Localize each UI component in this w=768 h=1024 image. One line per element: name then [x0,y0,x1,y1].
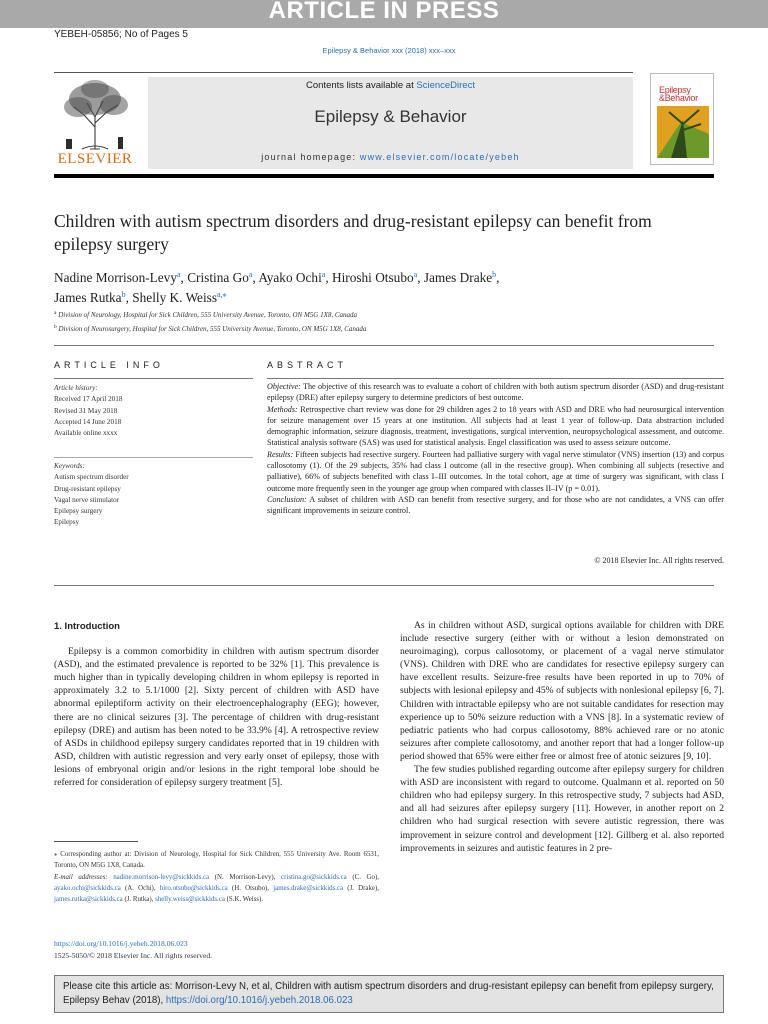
article-title: Children with autism spectrum disorders and drug-resistant epilepsy can benefit from epilepsy surgery [54,211,652,254]
banner-text: ARTICLE IN PRESS [268,0,500,24]
affiliation-mark: b [54,324,57,330]
affiliation-text: Division of Neurosurgery, Hospital for Sick Children, 555 University Avenue, Toronto, ON M5G 1X8, Canada [58,325,367,333]
email-addresses [54,872,379,906]
affiliation-item [54,307,674,321]
email-owner: (A. Ochi), [120,884,160,892]
doi-block [54,938,379,961]
cover-title-line-1: Epilepsy [659,85,691,95]
abstract-copyright: © 2018 Elsevier Inc. All rights reserved. [594,556,724,565]
citation-text: Please cite this article as: Morrison-Levy N, et al, Children with autism spectrum disorders and drug-resistant epilepsy can benefit from epilepsy surgery, Epilepsy Behav (2018), [63,981,714,1006]
footnote-rule [54,841,138,842]
keywords-label: Keywords: [54,462,85,470]
author-separator: , [496,270,500,285]
keywords-rule [54,457,253,458]
abstract-end-rule [54,585,714,586]
author-name[interactable]: Ayako Ochi [258,270,322,285]
citation-doi-link[interactable]: https://doi.org/10.1016/j.yebeh.2018.06.023 [165,995,353,1006]
abstract-body [267,381,724,517]
elsevier-wordmark: ELSEVIER [57,151,133,167]
author-affiliation-mark[interactable]: b [121,290,126,299]
article-info-heading: ARTICLE INFO [54,360,164,370]
body-right-column [400,619,724,855]
affiliation-text: Division of Neurology, Hospital for Sick Children, 555 University Avenue, Toronto, ON M5G 1X8, Canada [58,311,358,319]
email-owner: (N. Morrison-Levy), [209,873,276,881]
email-owner: (H. Otsubo), [227,884,274,892]
sciencedirect-link[interactable]: ScienceDirect [416,80,475,91]
article-in-press-banner [0,0,768,28]
conclusion-label: Conclusion: [267,494,307,504]
abstract-heading: ABSTRACT [267,360,348,370]
manuscript-id: YEBEH-05856; No of Pages 5 [54,29,188,40]
abstract-objective [267,381,724,404]
keyword: Autism spectrum disorder [54,473,129,482]
body-left-column [54,620,379,789]
journal-homepage [148,152,633,162]
email-owner: (J. Drake), [343,884,380,892]
author-name[interactable]: Cristina Go [187,270,249,285]
author-list [54,266,674,306]
affiliation-item [54,321,674,335]
author-separator: , [125,290,133,305]
article-history-label: Article history: [54,384,98,392]
abstract-results [267,449,724,494]
footnote [54,849,379,905]
doi-link[interactable]: https://doi.org/10.1016/j.yebeh.2018.06.023 [54,939,188,948]
body-paragraph: Epilepsy is a common comorbidity in children with autism spectrum disorder (ASD), and the estimated prevalence is reported to be 32% [1]. This prevalence is much higher than in typically developing children in whom epilepsy is reported in approximately 3.2 to 5.1/1000 [2]. Sixty percent of children with ASD have abnormal epileptiform activity on their electroencephalography (EEG); however, there are no clinical seizures [3]. The percentage of children with drug-resistant epilepsy (DRE) and autism has been noted to be 33.9% [4]. A retrospective review of ASDs in childhood epilepsy surgery candidates reported that in 19 children with ASD, children with autistic regression and very early onset of epilepsy, those with lesions of embryonal origin and/or lesions in the right temporal lobe should be referred for consideration of epilepsy surgery treatment [5]. [54,646,379,789]
article-info-rule [54,378,253,379]
abstract-conclusion [267,494,724,517]
header-rule [54,72,633,73]
email-label: E-mail addresses: [54,873,108,881]
corresponding-author-note: ⁎ Corresponding author at: Division of Neurology, Hospital for Sick Children, 555 University Ave. Room 6531, Toronto, ON M5G 1X8, Canada. [54,851,379,870]
objective-text: The objective of this research was to evaluate a cohort of children with both autism spectrum disorder (ASD) and drug-resistant epilepsy (DRE) after epilepsy surgery to determine predictors of best outcome. [267,382,724,403]
citation-box [54,975,724,1013]
journal-reference[interactable]: Epilepsy & Behavior xxx (2018) xxx–xxx [322,46,456,55]
author-affiliation-mark[interactable]: a [248,270,253,279]
author-name[interactable]: James Drake [423,270,493,285]
author-name[interactable]: Hiroshi Otsubo [331,270,414,285]
journal-header [148,77,633,169]
body-paragraph: As in children without ASD, surgical options available for children with DRE include resective surgery (either with or without a lesion demonstrated on neuroimaging), corpus callosotomy, or placement of a vagal nerve stimulator (VNS). Children with DRE who are candidates for resective epilepsy surgery can have excellent results. Seizure-free results have been reported in up to 70% of subjects with lesional epilepsy and 45% of subjects with nonlesional epilepsy [6, 7]. Children with intractable epilepsy who are not suitable candidates for resection may experience up to 50% seizure reduction with a VNS [8]. In a systematic review of pediatric patients who had corpus callosotomy, 88% achieved rare or no atonic seizures after complete callosotomy, and another report that had a longer follow-up period showed that 65% were either free or almost free of atonic seizures [9, 10]. [400,620,724,762]
email-link[interactable]: james.rutka@sickkids.ca [54,896,123,904]
keyword: Epilepsy [54,518,80,527]
affiliations [54,307,674,335]
cover-artwork-icon [651,74,714,165]
history-item: Received 17 April 2018 [54,395,123,404]
contents-line [148,80,633,91]
author-separator: , [417,270,424,285]
keyword: Drug-resistant epilepsy [54,484,121,493]
cover-title-line-2: &Behavior [659,93,698,103]
author-separator: , [325,270,332,285]
author-affiliation-mark[interactable]: a [176,270,181,279]
author-name[interactable]: Shelly K. Weiss [132,290,217,305]
history-item: Available online xxxx [54,429,118,438]
homepage-prefix: journal homepage: [261,152,360,162]
journal-name: Epilepsy & Behavior [314,107,467,126]
history-item: Accepted 14 June 2018 [54,417,122,426]
author-affiliation-mark[interactable]: a [413,270,418,279]
email-link[interactable]: james.drake@sickkids.ca [273,884,344,892]
author-name[interactable]: James Rutka [54,290,122,305]
objective-label: Objective: [267,382,301,391]
email-link[interactable]: nadine.morrison-levy@sickkids.ca [113,873,210,881]
section-rule [54,345,714,346]
keywords [54,461,253,529]
methods-label: Methods: [267,404,298,414]
author-affiliation-mark[interactable]: b [492,270,497,279]
author-affiliation-mark[interactable]: a [321,270,326,279]
email-link[interactable]: ayako.ochi@sickkids.ca [54,884,121,892]
elsevier-logo[interactable] [54,77,136,169]
email-owner: (S.K. Weiss). [224,896,264,904]
header-thick-rule [54,174,714,178]
email-link[interactable]: cristina.go@sickkids.ca [281,873,347,881]
email-owner: (C. Go), [346,873,379,881]
elsevier-tree-icon [54,77,136,151]
author-name[interactable]: Nadine Morrison-Levy [54,270,177,285]
homepage-link[interactable]: www.elsevier.com/locate/yebeh [359,152,520,162]
keyword: Vagal nerve stimulator [54,495,120,504]
affiliation-mark: a [54,310,57,316]
history-item: Revised 31 May 2018 [54,406,118,415]
body-paragraph: The few studies published regarding outcome after epilepsy surgery for children with ASD are inconsistent with regard to outcome. Qualmann et al. reported on 50 children who had epilepsy surgery. In this retrospective study, 7 subjects had ASD, and all had seizures after epilepsy surgery [11]. However, in another report on 2 children who had surgical resection with severe autistic regression, there was improvement in seizure control and development [12]. Gillberg et al. also reported improvements in seizures and autistic features in 2 pre- [400,764,724,854]
email-link[interactable]: hiro.otsubo@sickkids.ca [159,884,228,892]
abstract-rule [267,378,724,379]
author-affiliation-mark[interactable]: a,⁎ [217,290,227,299]
author-separator: , [252,270,259,285]
abstract-methods [267,404,724,449]
contents-prefix: Contents lists available at [306,80,417,91]
email-owner: (J. Rutka), [122,896,156,904]
keyword: Epilepsy surgery [54,507,103,516]
author-separator: , [180,270,188,285]
journal-cover-thumbnail[interactable] [650,73,714,165]
email-link[interactable]: shelly.weiss@sickkids.ca [155,896,225,904]
conclusion-text: A subset of children with ASD can benefit from resective surgery, and for those who are not candidates, a VNS can offer significant improvements in seizure control. [267,494,724,516]
introduction-heading: 1. Introduction [54,621,120,632]
issn-line: 1525-5050/© 2018 Elsevier Inc. All rights reserved. [54,950,213,960]
results-text: Fifteen subjects had resective surgery. Fourteen had palliative surgery with vagal nerve stimulator (VNS) insertion (13) and corpus callosotomy (1). Of the 29 subjects, 35% had class I outcome (all in the resective group). When combining all subjects (resective and palliative), 66% of subjects benefited with class I–III outcomes. In the total cohort, age at time of surgery was significant, with class I outcome more frequently seen in the younger age group when compared with classes II–IV (p = 0.01). [267,449,724,493]
methods-text: Retrospective chart review was done for 29 children ages 2 to 18 years with ASD and DRE who had neurosurgical intervention for seizure management over 15 years at one institution. All subjects had at least 1 year of follow-up. Data abstraction included demographic information, seizure diagnosis, treatment, investigations, surgical intervention, neuropsychological assessment, and outcome. Statistical analysis software (SAS) was used for statistical analysis. Engel classification was used to assess seizure outcome. [267,404,724,448]
results-label: Results: [267,449,294,459]
article-history [54,383,253,439]
